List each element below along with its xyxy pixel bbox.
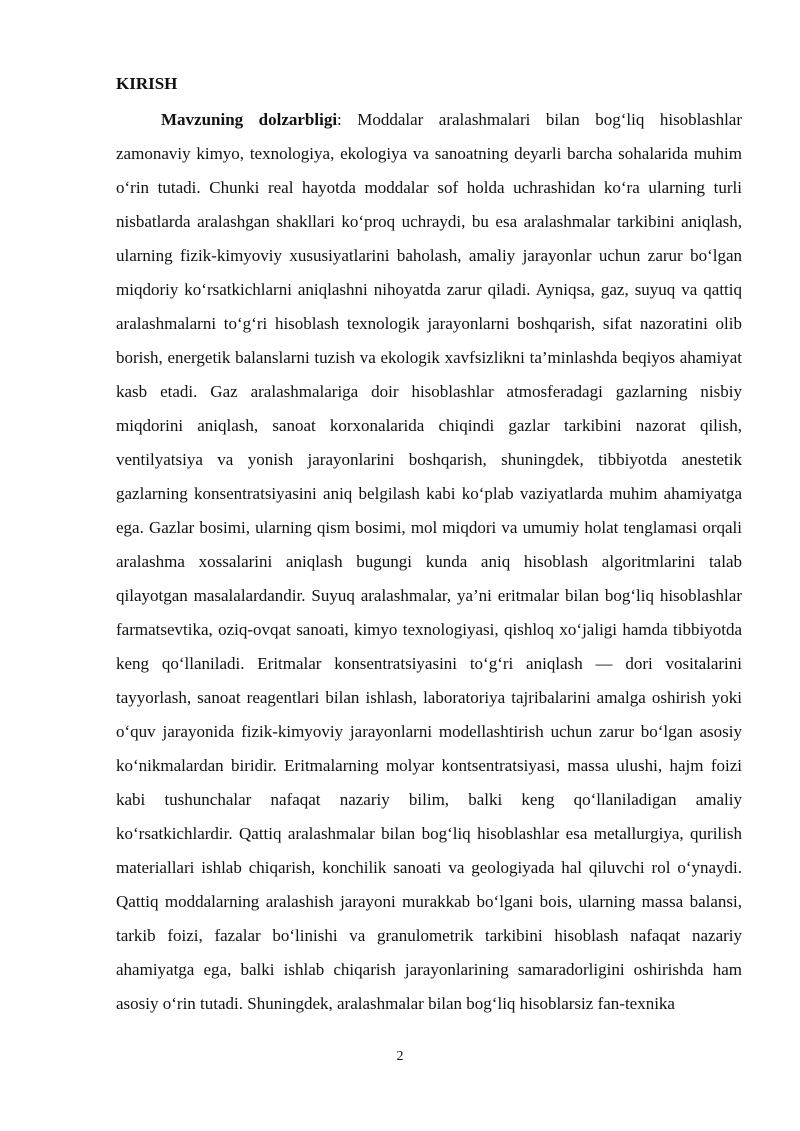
paragraph-lead: Mavzuning dolzarbligi xyxy=(161,110,338,129)
section-heading: KIRISH xyxy=(116,74,178,93)
paragraph-text: : Moddalar aralashmalari bilan bog‘liq hisoblashlar zamonaviy kimyo, texnologiya, ekologiya va sanoatning deyarli barcha sohalarida muhim o‘rin tutadi. Chunki real hayotda moddalar sof holda uchrashidan ko‘ra ularning turli nisbatlarda aralashgan shakllari ko‘proq uchraydi, bu esa aralashmalar tarkibini aniqlash, ularning fizik-kimyoviy xususiyatlarini baholash, amaliy jarayonlar uchun zarur bo‘lgan miqdoriy ko‘rsatkichlarni aniqlashni nihoyatda zarur qiladi. Ayniqsa, gaz, suyuq va qattiq aralashmalarni to‘g‘ri hisoblash texnologik jarayonlarni boshqarish, sifat nazoratini olib borish, energetik balanslarni tuzish va ekologik xavfsizlikni ta’minlashda beqiyos ahamiyat kasb etadi. Gaz aralashmalariga doir hisoblashlar atmosferadagi gazlarning nisbiy miqdorini aniqlash, sanoat korxonalarida chiqindi gazlar tarkibini nazorat qilish, ventilyatsiya va yonish jarayonlarini boshqarish, shuningdek, tibbiyotda anestetik gazlarning konsentratsiyasini aniq belgilash kabi ko‘plab vaziyatlarda muhim ahamiyatga ega. Gazlar bosimi, ularning qism bosimi, mol miqdori va umumiy holat tenglamasi orqali aralashma xossalarini aniqlash bugungi kunda aniq hisoblash algoritmlarini talab qilayotgan masalalardandir. Suyuq aralashmalar, ya’ni eritmalar bilan bog‘liq hisoblashlar farmatsevtika, oziq-ovqat sanoati, kimyo texnologiyasi, qishloq xo‘jaligi hamda tibbiyotda keng qo‘llaniladi. Eritmalar konsentratsiyasini to‘g‘ri aniqlash — dori vositalarini tayyorlash, sanoat reagentlari bilan ishlash, laboratoriya tajribalarini amalga oshirish yoki o‘quv jarayonida fizik-kimyoviy jarayonlarni modellashtirish uchun zarur bo‘lgan asosiy ko‘nikmalardan biridir. Eritmalarning molyar kontsentratsiyasi, massa ulushi, hajm foizi kabi tushunchalar nafaqat nazariy bilim, balki keng qo‘llaniladigan amaliy ko‘rsatkichlardir. Qattiq aralashmalar bilan bog‘liq hisoblashlar esa metallurgiya, qurilish materiallari ishlab chiqarish, konchilik sanoati va geologiyada hal qiluvchi rol o‘ynaydi. Qattiq moddalarning aralashish jarayoni murakkab bo‘lgani bois, ularning massa balansi, tarkib foizi, fazalar bo‘linishi va granulometrik tarkibini hisoblash nafaqat nazariy ahamiyatga ega, balki ishlab chiqarish jarayonlarining samaradorligini oshirishda ham asosiy o‘rin tutadi. Shuningdek, aralashmalar bilan bog‘liq hisoblarsiz fan-texnika xyxy=(116,110,743,1013)
page-number: 2 xyxy=(396,1049,404,1064)
body-paragraph xyxy=(116,103,742,1021)
